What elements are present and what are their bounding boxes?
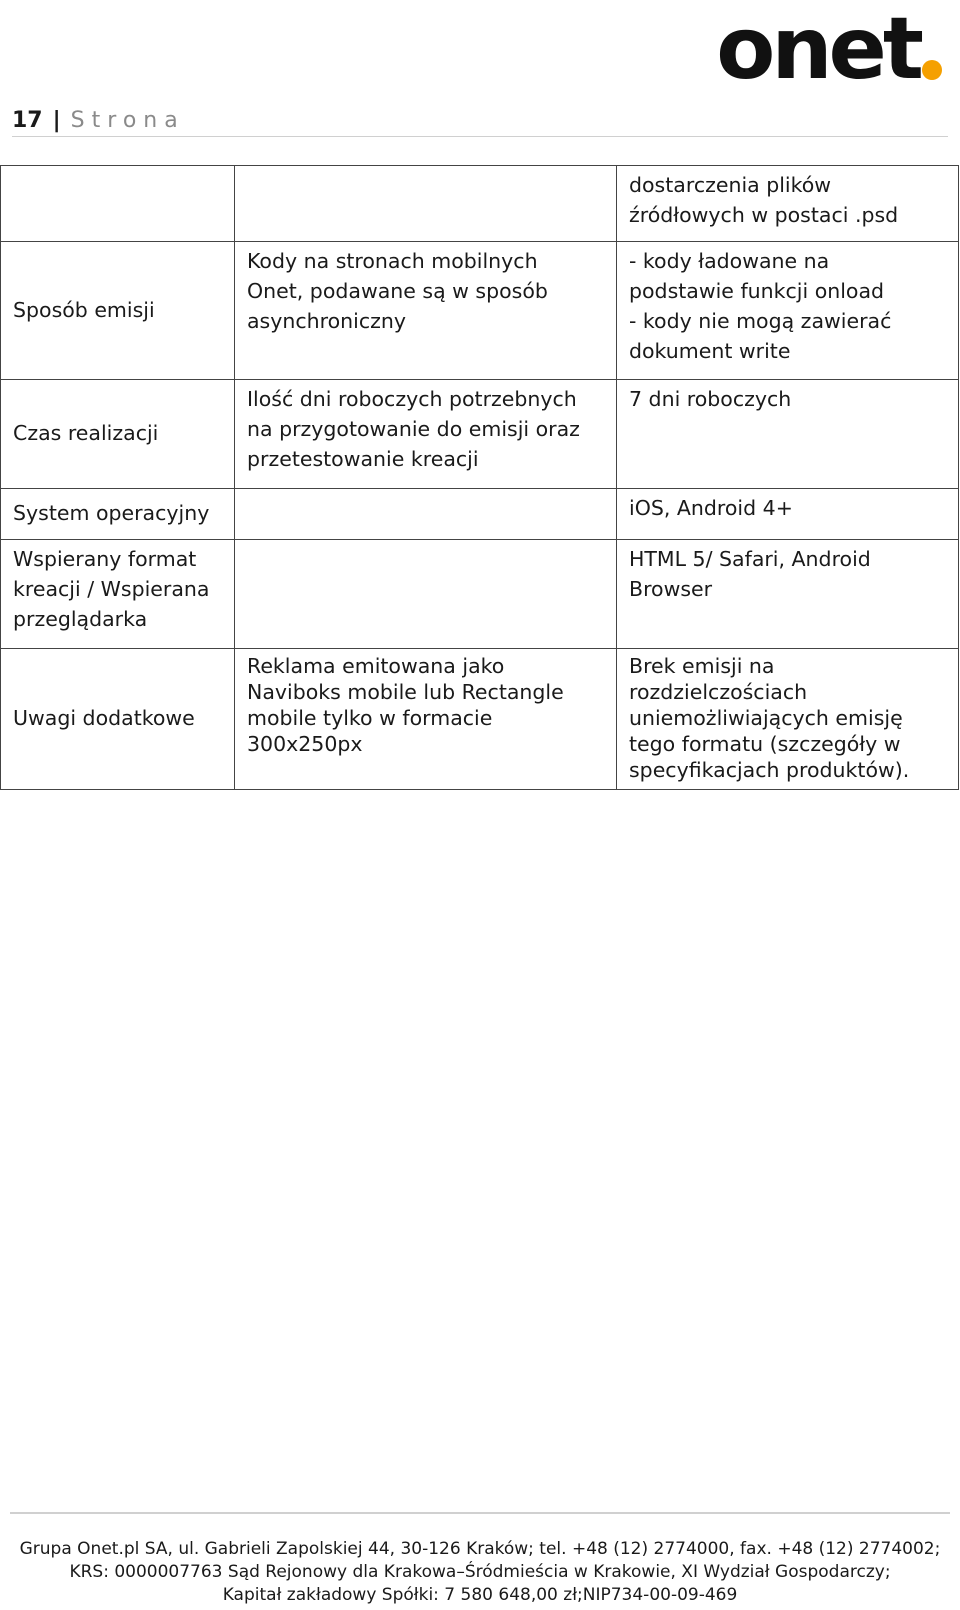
requirement-line: przetestowanie kreacji bbox=[247, 447, 479, 471]
value-line: tego formatu (szczegóły w bbox=[629, 732, 901, 756]
row-requirement bbox=[235, 540, 617, 649]
page-word: Strona bbox=[70, 107, 185, 133]
row-value bbox=[617, 540, 959, 649]
row-requirement bbox=[235, 242, 617, 380]
value-line: specyfikacjach produktów). bbox=[629, 758, 910, 782]
row-requirement bbox=[235, 166, 617, 242]
row-value bbox=[617, 489, 959, 540]
requirement-line: na przygotowanie do emisji oraz bbox=[247, 417, 580, 441]
table-row bbox=[1, 242, 959, 380]
label-text: System operacyjny bbox=[13, 501, 210, 525]
row-label bbox=[1, 540, 235, 649]
table-row bbox=[1, 489, 959, 540]
footer-divider bbox=[10, 1512, 950, 1514]
page-separator: | bbox=[52, 107, 61, 133]
requirement-line: Naviboks mobile lub Rectangle bbox=[247, 680, 564, 704]
row-requirement bbox=[235, 380, 617, 489]
page-header bbox=[12, 104, 948, 137]
label-text: Sposób emisji bbox=[13, 297, 155, 322]
row-label bbox=[1, 649, 235, 790]
row-label bbox=[1, 166, 235, 242]
table-row bbox=[1, 649, 959, 790]
row-label bbox=[1, 489, 235, 540]
label-text: Uwagi dodatkowe bbox=[13, 706, 195, 730]
logo-dot-icon bbox=[922, 60, 942, 80]
row-label bbox=[1, 242, 235, 380]
label-text: Czas realizacji bbox=[13, 421, 159, 445]
value-line: iOS, Android 4+ bbox=[629, 496, 793, 520]
requirement-line: Onet, podawane są w sposób bbox=[247, 279, 548, 303]
row-requirement bbox=[235, 489, 617, 540]
onet-logo bbox=[716, 0, 942, 99]
footer bbox=[0, 1538, 960, 1607]
value-line: źródłowych w postaci .psd bbox=[629, 203, 899, 227]
value-line: podstawie funkcji onload bbox=[629, 279, 885, 303]
label-text: Wspierany format kreacji / Wspierana przeglądarka bbox=[13, 547, 210, 631]
footer-line-capital: Kapitał zakładowy Spółki: 7 580 648,00 zł;NIP734-00-09-469 bbox=[222, 1585, 738, 1605]
footer-line-address: Grupa Onet.pl SA, ul. Gabrieli Zapolskiej 44, 30-126 Kraków; tel. +48 (12) 2774000, fax. +48 (12) 2774002; bbox=[19, 1539, 941, 1559]
page-number: 17 bbox=[12, 107, 43, 133]
value-line: dostarczenia plików bbox=[629, 173, 832, 197]
requirement-line: mobile tylko w formacie bbox=[247, 706, 493, 730]
value-line: Brek emisji na bbox=[629, 654, 775, 678]
value-line: uniemożliwiających emisję bbox=[629, 706, 903, 730]
requirement-line: 300x250px bbox=[247, 732, 363, 756]
value-line: dokument write bbox=[629, 339, 791, 363]
row-value bbox=[617, 649, 959, 790]
requirement-line: Ilość dni roboczych potrzebnych bbox=[247, 387, 577, 411]
spec-table bbox=[0, 165, 959, 790]
value-line: - kody ładowane na bbox=[629, 249, 830, 273]
value-line: 7 dni roboczych bbox=[629, 387, 792, 411]
row-label bbox=[1, 380, 235, 489]
requirement-line: asynchroniczny bbox=[247, 309, 406, 333]
logo-text: onet bbox=[716, 0, 920, 99]
requirement-line: Reklama emitowana jako bbox=[247, 654, 505, 678]
value-line: - kody nie mogą zawierać bbox=[629, 309, 892, 333]
row-value bbox=[617, 380, 959, 489]
requirement-line: Kody na stronach mobilnych bbox=[247, 249, 538, 273]
value-line: rozdzielczościach bbox=[629, 680, 808, 704]
row-value bbox=[617, 166, 959, 242]
value-line: Browser bbox=[629, 577, 713, 601]
table-row bbox=[1, 380, 959, 489]
table-row bbox=[1, 540, 959, 649]
value-line: HTML 5/ Safari, Android bbox=[629, 547, 871, 571]
footer-line-registry: KRS: 0000007763 Sąd Rejonowy dla Krakowa–Śródmieścia w Krakowie, XI Wydział Gospodarczy; bbox=[69, 1562, 891, 1582]
row-requirement bbox=[235, 649, 617, 790]
table-row bbox=[1, 166, 959, 242]
row-value bbox=[617, 242, 959, 380]
